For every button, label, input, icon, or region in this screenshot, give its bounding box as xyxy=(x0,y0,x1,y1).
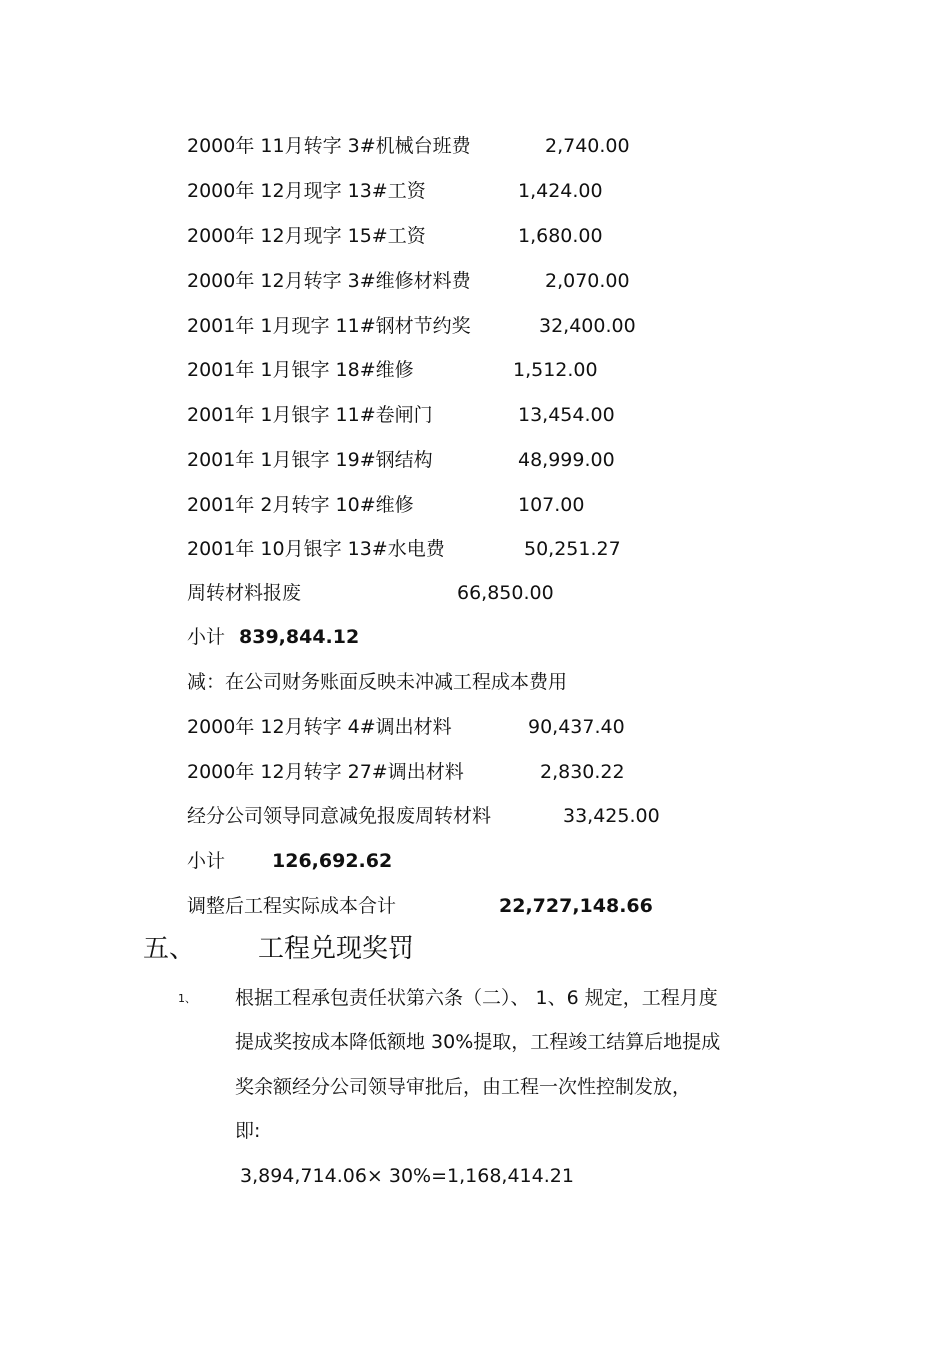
deduction-desc: 2000年 12月转字 27#调出材料 xyxy=(187,761,464,783)
ledger-amount: 13,454.00 xyxy=(518,404,615,426)
item-line: 奖余额经分公司领导审批后，由工程一次性控制发放， xyxy=(235,1076,692,1098)
ledger-desc: 2000年 12月现字 15#工资 xyxy=(187,225,426,247)
deduction-title: 减：在公司财务账面反映未冲减工程成本费用 xyxy=(187,671,568,693)
ledger-amount: 1,512.00 xyxy=(513,359,598,381)
subtotal-label: 小计 xyxy=(187,626,226,648)
ledger-desc: 2000年 12月现字 13#工资 xyxy=(187,180,426,202)
ledger-amount: 1,424.00 xyxy=(518,180,603,202)
subtotal-label: 小计 xyxy=(187,850,226,872)
deduction-amount: 2,830.22 xyxy=(540,761,625,783)
formula: 3,894,714.06× 30%=1,168,414.21 xyxy=(240,1165,574,1187)
ledger-desc: 2001年 1月银字 19#钢结构 xyxy=(187,449,433,471)
ledger-amount: 2,070.00 xyxy=(545,270,630,292)
item-line: 提成奖按成本降低额地 30%提取，工程竣工结算后地提成 xyxy=(235,1031,721,1053)
ledger-desc: 2001年 1月现字 11#钢材节约奖 xyxy=(187,315,471,337)
section-number: 五、 xyxy=(143,934,196,964)
ledger-desc: 2000年 12月转字 3#维修材料费 xyxy=(187,270,471,292)
deduction-desc: 经分公司领导同意减免报废周转材料 xyxy=(187,805,492,827)
deduction-desc: 2000年 12月转字 4#调出材料 xyxy=(187,716,452,738)
ledger-desc: 周转材料报废 xyxy=(187,582,302,604)
ledger-amount: 48,999.00 xyxy=(518,449,615,471)
ledger-amount: 2,740.00 xyxy=(545,135,630,157)
deduction-amount: 90,437.40 xyxy=(528,716,625,738)
item-number: 1、 xyxy=(178,992,196,1005)
ledger-amount: 1,680.00 xyxy=(518,225,603,247)
total-amount: 22,727,148.66 xyxy=(499,895,653,917)
ledger-amount: 66,850.00 xyxy=(457,582,554,604)
item-line: 即: xyxy=(235,1120,261,1142)
ledger-desc: 2001年 2月转字 10#维修 xyxy=(187,494,414,516)
ledger-amount: 32,400.00 xyxy=(539,315,636,337)
ledger-desc: 2001年 10月银字 13#水电费 xyxy=(187,538,445,560)
ledger-desc: 2000年 11月转字 3#机械台班费 xyxy=(187,135,471,157)
ledger-desc: 2001年 1月银字 11#卷闸门 xyxy=(187,404,433,426)
section-title: 工程兑现奖罚 xyxy=(258,934,415,964)
subtotal-amount: 839,844.12 xyxy=(239,626,360,648)
deduction-amount: 33,425.00 xyxy=(563,805,660,827)
total-label: 调整后工程实际成本合计 xyxy=(187,895,397,917)
ledger-desc: 2001年 1月银字 18#维修 xyxy=(187,359,414,381)
ledger-amount: 107.00 xyxy=(518,494,585,516)
item-line: 根据工程承包责任状第六条（二）、 1、6 规定，工程月度 xyxy=(235,987,718,1009)
subtotal-amount: 126,692.62 xyxy=(272,850,393,872)
ledger-amount: 50,251.27 xyxy=(524,538,621,560)
